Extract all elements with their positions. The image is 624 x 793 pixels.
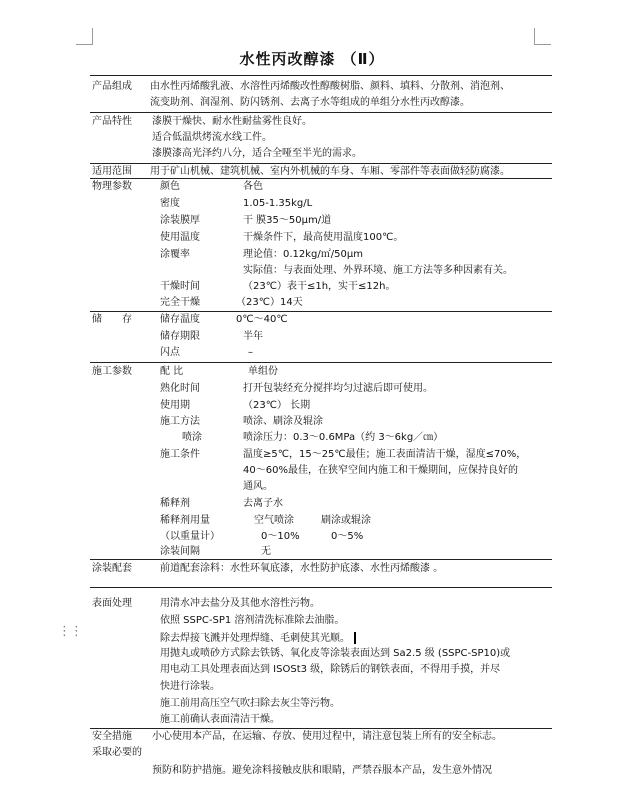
param-key: 完全干燥 [160, 297, 200, 308]
section-label-storage: 储 存 [92, 314, 132, 325]
scope-text: 用于矿山机械、建筑机械、室内外机械的车身、车厢、零部件等表面做轻防腐漆。 [150, 166, 510, 177]
section-label-system: 涂装配套 [92, 563, 132, 574]
surface-line-with-cursor[interactable] [160, 632, 356, 645]
surface-line: 依照 SSPC-SP1 溶剂清洗标准除去油脂。 [160, 615, 345, 626]
divider [90, 178, 552, 179]
param-key: 使用温度 [160, 232, 200, 243]
crop-mark-top-right [534, 28, 551, 45]
section-label-composition: 产品组成 [92, 81, 132, 92]
param-value: 通风。 [243, 481, 273, 492]
param-key: 使用期 [160, 400, 190, 411]
section-label-features: 产品特性 [92, 116, 132, 127]
safety-line: 预防和防护措施。避免涂料接触皮肤和眼睛，严禁吞服本产品，发生意外情况 [152, 765, 492, 776]
param-value: 理论值：0.12kg/㎡/50μm [243, 249, 363, 260]
surface-line: 用电动工具处理表面达到 ISOSt3 级，除锈后的钢铁表面，不得用手摸，并尽 [160, 664, 501, 675]
param-value: 0～10% [261, 531, 300, 542]
param-key: 熟化时间 [160, 383, 200, 394]
divider [90, 311, 552, 312]
param-key: 施工条件 [160, 449, 200, 460]
param-value: 半年 [243, 331, 263, 342]
composition-line: 流变助剂、润湿剂、防闪锈剂、去离子水等组成的单组分水性丙改醇漆。 [150, 97, 470, 108]
surface-line: 用清水冲去盐分及其他水溶性污物。 [160, 598, 320, 609]
divider [90, 559, 552, 560]
param-key: 涂覆率 [160, 249, 190, 260]
safety-label-continued: 采取必要的 [92, 747, 142, 758]
divider [90, 75, 552, 76]
param-value: 打开包装经充分搅拌均匀过滤后即可使用。 [243, 383, 433, 394]
feature-line: 适合低温烘烤流水线工件。 [152, 132, 272, 143]
text-cursor [354, 632, 356, 644]
section-label-scope: 适用范围 [92, 166, 132, 177]
divider [90, 112, 552, 113]
param-value: （23℃）表干≤1h，实干≤12h。 [243, 281, 396, 292]
param-key: 配 比 [160, 366, 184, 377]
param-value: 0℃～40℃ [236, 314, 288, 325]
param-value: 温度≥5℃，15～25℃最佳；施工表面清洁干燥，湿度≤70%， [243, 449, 527, 460]
divider [90, 728, 552, 729]
param-value: 喷涂、刷涂及辊涂 [243, 416, 323, 427]
param-value: 干 膜35～50μm/道 [243, 215, 332, 226]
surface-line: 施工前用高压空气吹扫除去灰尘等污物。 [160, 698, 340, 709]
drag-handle-icon[interactable]: ⋮⋮ [58, 624, 82, 639]
dilution-column-header: 刷涂或辊涂 [321, 515, 371, 526]
param-key: 施工方法 [160, 416, 200, 427]
param-value: 无 [261, 546, 271, 557]
param-value: – [248, 347, 253, 358]
param-value: 单组份 [248, 366, 278, 377]
document-title: 水性丙改醇漆 （Ⅱ） [239, 50, 385, 68]
surface-line: 用抛丸或喷砂方式除去铁锈、氧化皮等涂装表面达到 Sa2.5 级 (SSPC-SP10)或 [160, 648, 511, 659]
divider [90, 587, 552, 588]
section-label-surface: 表面处理 [92, 598, 132, 609]
param-value: 去离子水 [243, 498, 283, 509]
param-key: 喷涂 [182, 432, 202, 443]
param-value: （23℃） 长期 [243, 400, 311, 411]
param-value: 1.05-1.35kg/L [243, 198, 313, 209]
surface-line: 施工前确认表面清洁干燥。 [160, 714, 280, 725]
system-text: 前道配套涂料：水性环氧底漆，水性防护底漆、水性丙烯酸漆 。 [160, 563, 444, 574]
param-value: 0～5% [331, 531, 364, 542]
surface-line: 快进行涂装。 [160, 681, 220, 692]
crop-mark-top-left [76, 28, 93, 45]
param-key: 稀释剂 [160, 498, 190, 509]
param-value: 喷涂压力：0.3～0.6MPa（约 3～6kg／㎝） [243, 432, 444, 443]
param-value: 40～60%最佳，在狭窄空间内施工和干燥期间，应保持良好的 [243, 465, 518, 476]
param-key: 干燥时间 [160, 281, 200, 292]
composition-line: 由水性丙烯酸乳液、水溶性丙烯酸改性醇酸树脂、颜料、填料、分散剂、消泡剂、 [150, 81, 510, 92]
param-key: 颜色 [160, 181, 180, 192]
param-value: 实际值：与表面处理、外界环境、施工方法等多种因素有关。 [243, 265, 513, 276]
param-key: （以重量计） [160, 531, 220, 542]
param-value: （23℃）14天 [236, 297, 303, 308]
param-key: 涂装膜厚 [160, 215, 200, 226]
param-value: 各色 [243, 181, 263, 192]
section-label-construction: 施工参数 [92, 366, 132, 377]
dilution-column-header: 空气喷涂 [254, 515, 294, 526]
section-label-physical: 物理参数 [92, 181, 132, 192]
feature-line: 漆膜漆高光泽约八分，适合全哑至半光的需求。 [152, 148, 362, 159]
divider [90, 163, 552, 164]
param-key: 储存温度 [160, 314, 200, 325]
param-key: 储存期限 [160, 331, 200, 342]
param-key: 闪点 [160, 347, 180, 358]
param-key: 密度 [160, 198, 180, 209]
param-value: 干燥条件下，最高使用温度100℃。 [243, 232, 404, 243]
divider [90, 362, 552, 363]
feature-line: 漆膜干燥快、耐水性耐盐雾性良好。 [152, 116, 312, 127]
param-key: 稀释剂用量 [160, 515, 210, 526]
safety-line: 小心使用本产品，在运输、存放、使用过程中，请注意包装上所有的安全标志。 [152, 731, 502, 742]
section-label-safety: 安全措施 [92, 731, 132, 742]
surface-line: 除去焊接飞溅并处理焊缝、毛刺使其光顺。 [160, 633, 350, 644]
param-key: 涂装间隔 [160, 546, 200, 557]
